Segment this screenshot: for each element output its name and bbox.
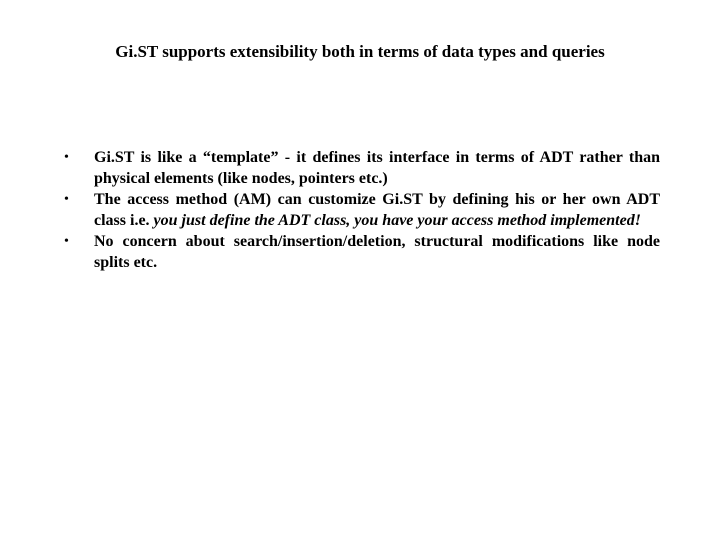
bullet-text: The access method (AM) can customize Gi.ST by defining his or her own ADT class i.e.	[94, 191, 660, 229]
bullet-item-access-method	[60, 189, 660, 231]
bullet-icon: •	[64, 150, 69, 165]
bullet-item-no-concern	[60, 231, 660, 273]
bullet-icon: •	[64, 192, 69, 207]
bullet-emphasis-text: you just define the ADT class, you have your access method implemented!	[153, 212, 641, 229]
bullet-list	[60, 147, 660, 273]
slide-title: Gi.ST supports extensibility both in terms of data types and queries	[115, 42, 605, 61]
bullet-icon: •	[64, 234, 69, 249]
bullet-text: Gi.ST is like a “template” - it defines its interface in terms of ADT rather than physical elements (like nodes, pointers etc.)	[94, 149, 660, 187]
bullet-item-template	[60, 147, 660, 189]
bullet-text: No concern about search/insertion/deletion, structural modifications like node splits etc.	[94, 233, 660, 271]
